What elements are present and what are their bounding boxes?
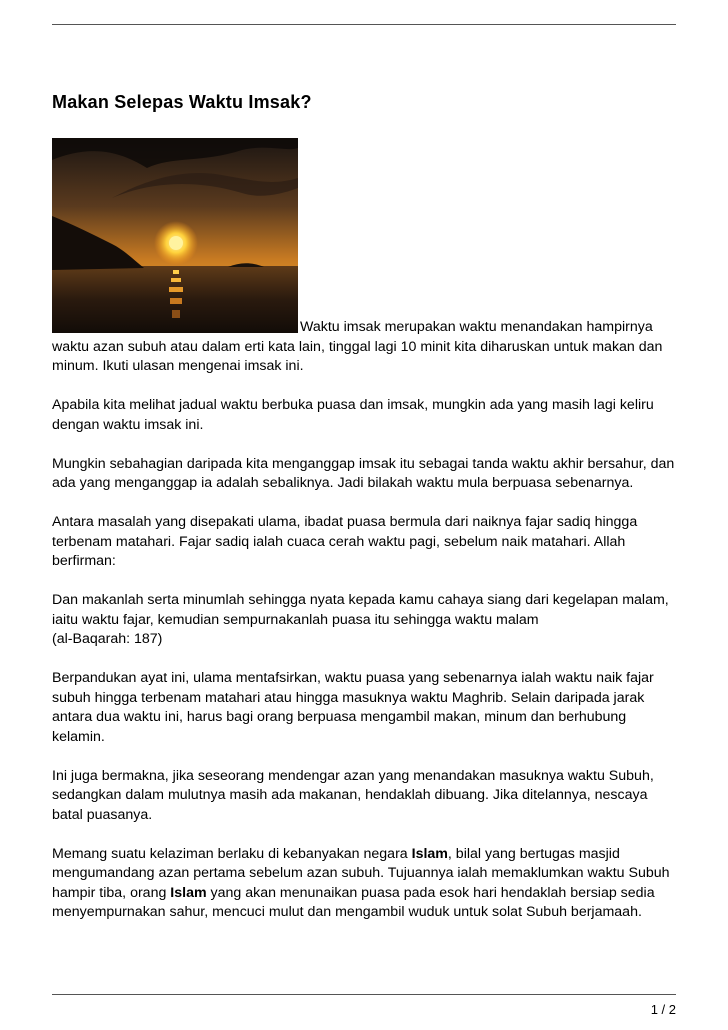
paragraph-8-text-a: Memang suatu kelaziman berlaku di kebanyakan negara (52, 845, 412, 862)
paragraph-1 (52, 318, 678, 377)
paragraph-8-text-c: yang akan menunaikan puasa pada esok hari hendaklah bersiap sedia menyempurnakan sahur, mencuci mulut dan mengambil wuduk untuk solat Subuh berjamaah. (52, 884, 655, 920)
header-rule (52, 24, 676, 25)
paragraph-5 (52, 591, 678, 650)
paragraph-7: Ini juga bermakna, jika seseorang mendengar azan yang menandakan masuknya waktu Subuh, sedangkan dalam mulutnya masih ada makanan, hendaklah dibuang. Jika ditelannya, nescaya batal puasanya. (52, 767, 654, 823)
paragraph-2: Apabila kita melihat jadual waktu berbuka puasa dan imsak, mungkin ada yang masih lagi keliru dengan waktu imsak ini. (52, 397, 654, 433)
article-body (52, 318, 678, 942)
paragraph-8 (52, 845, 678, 923)
sunset-photo (52, 138, 298, 333)
footer-rule (52, 994, 676, 995)
page-title: Makan Selepas Waktu Imsak? (52, 92, 312, 112)
page-number: 1 / 2 (650, 1002, 676, 1017)
keyword-link-islam-2[interactable]: Islam (170, 884, 207, 901)
paragraph-1-text: Waktu imsak merupakan waktu menandakan hampirnya waktu azan subuh atau dalam erti kata lain, tinggal lagi 10 minit kita diharuskan untuk makan dan minum. Ikuti ulasan mengenai imsak ini. (52, 319, 663, 374)
keyword-link-islam[interactable]: Islam (411, 845, 448, 862)
quote-text: Dan makanlah serta minumlah sehingga nyata kepada kamu cahaya siang dari kegelapan malam, iaitu waktu fajar, kemudian sempurnakanlah puasa itu sehingga waktu malam (52, 592, 669, 628)
quote-citation: (al-Baqarah: 187) (52, 631, 163, 647)
paragraph-8-text-b: , bilal yang bertugas masjid mengumandang azan pertama sebelum azan subuh. Tujuannya ialah memaklumkan waktu Subuh hampir tiba, orang (52, 845, 670, 901)
paragraph-6: Berpandukan ayat ini, ulama mentafsirkan, waktu puasa yang sebenarnya ialah waktu naik fajar subuh hingga terbenam matahari atau hingga masuknya waktu Maghrib. Selain daripada jarak antara dua waktu ini, harus bagi orang berpuasa mengambil makan, minum dan berhubung kelamin. (52, 670, 654, 745)
paragraph-4: Antara masalah yang disepakati ulama, ibadat puasa bermula dari naiknya fajar sadiq hingga terbenam matahari. Fajar sadiq ialah cuaca cerah waktu pagi, sebelum naik matahari. Allah berfirman: (52, 514, 638, 569)
paragraph-3: Mungkin sebahagian daripada kita menganggap imsak itu sebagai tanda waktu akhir bersahur, dan ada yang menganggap ia adalah sebaliknya. Jadi bilakah waktu mula berpuasa sebenarnya. (52, 455, 675, 491)
